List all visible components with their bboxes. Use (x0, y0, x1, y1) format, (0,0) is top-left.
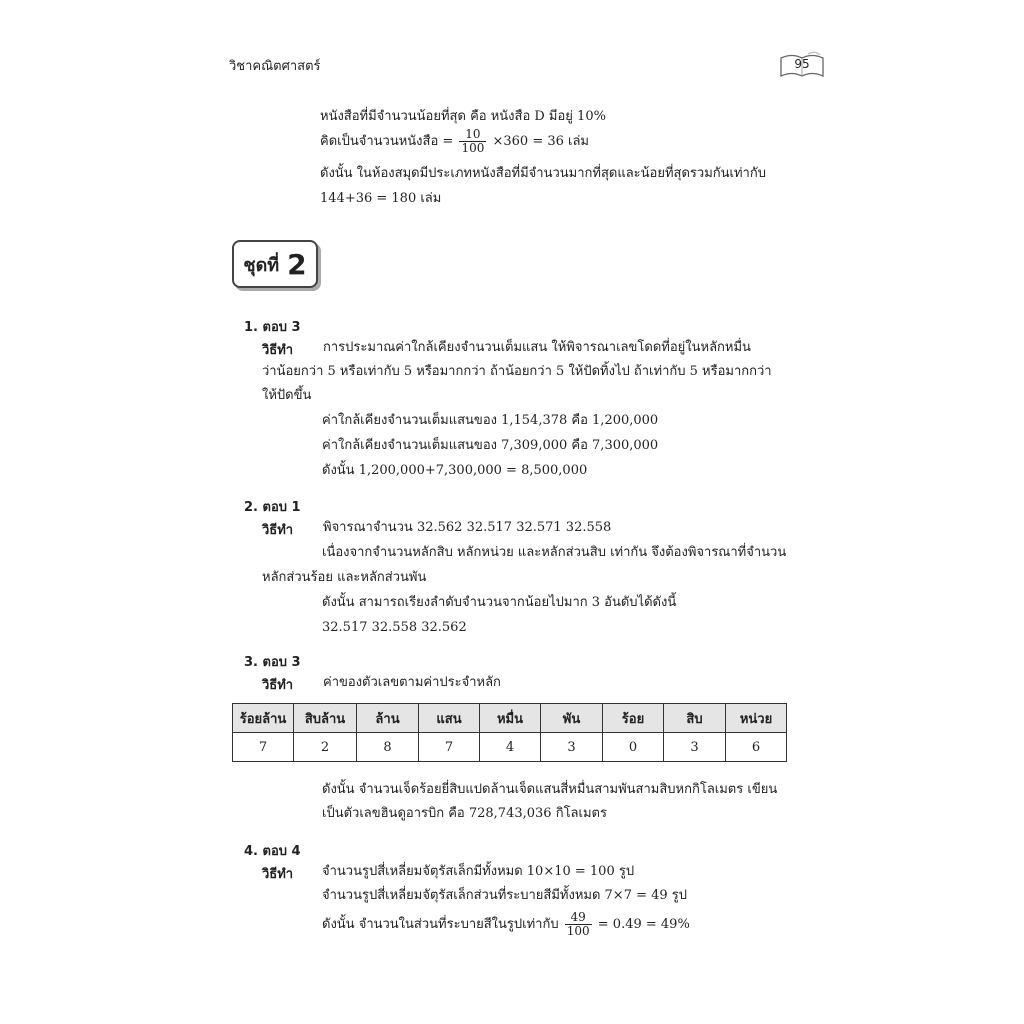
place-value-table (232, 703, 787, 762)
q1-method-label: วิธีทำ (262, 343, 294, 358)
q1-answer: 1. ตอบ 3 (244, 320, 301, 335)
prev-line-2 (320, 128, 589, 156)
q2-text-5: 32.517 32.558 32.562 (322, 620, 467, 635)
table-cell: 7 (233, 733, 294, 762)
header-subject: วิชาคณิตศาสตร์ (229, 59, 321, 74)
set-number: 2 (287, 247, 307, 281)
table-header-cell: ร้อย (603, 704, 664, 733)
q2-text-2: เนื่องจากจำนวนหลักสิบ หลักหน่วย และหลักส่วนสิบ เท่ากัน จึงต้องพิจารณาที่จำนวน (322, 545, 787, 560)
q3-text-2: ดังนั้น จำนวนเจ็ดร้อยยี่สิบแปดล้านเจ็ดแสนสี่หมื่นสามพันสามสิบหกกิโลเมตร เขียน (322, 782, 778, 797)
q4-text-3 (322, 910, 690, 940)
fraction-denominator: 100 (461, 141, 485, 155)
table-cell: 3 (541, 733, 603, 762)
table-header-cell: หน่วย (726, 704, 787, 733)
q2-answer: 2. ตอบ 1 (244, 500, 301, 515)
q2-text-1: พิจารณาจำนวน 32.562 32.517 32.571 32.558 (323, 520, 612, 535)
q4-text-2: จำนวนรูปสี่เหลี่ยมจัตุรัสเล็กส่วนที่ระบายสีมีทั้งหมด 7×7 = 49 รูป (322, 888, 688, 903)
table-header-cell: ล้าน (357, 704, 419, 733)
set-heading (232, 240, 318, 288)
fraction (459, 128, 486, 155)
table-header-cell: สิบล้าน (294, 704, 357, 733)
q3-text-1: ค่าของตัวเลขตามค่าประจำหลัก (323, 675, 501, 690)
set-label: ชุดที่ (243, 254, 280, 276)
q4-method-label: วิธีทำ (262, 867, 294, 882)
table-header-cell: สิบ (664, 704, 726, 733)
fraction-denominator: 100 (566, 924, 590, 938)
q2-text-4: ดังนั้น สามารถเรียงลำดับจำนวนจากน้อยไปมาก 3 อันดับได้ดังนี้ (322, 595, 677, 610)
q1-text-1: การประมาณค่าใกล้เคียงจำนวนเต็มแสน ให้พิจารณาเลขโดดที่อยู่ในหลักหมื่น (323, 340, 751, 355)
q1-calc-1: ค่าใกล้เคียงจำนวนเต็มแสนของ 1,154,378 คือ 1,200,000 (322, 413, 659, 428)
table-cell: 4 (480, 733, 541, 762)
table-row (233, 733, 787, 762)
table-cell: 2 (294, 733, 357, 762)
table-cell: 7 (419, 733, 480, 762)
q4-answer: 4. ตอบ 4 (244, 844, 301, 859)
q2-text-3: หลักส่วนร้อย และหลักส่วนพัน (262, 570, 427, 585)
q1-text-2: ว่าน้อยกว่า 5 หรือเท่ากับ 5 หรือมากกว่า ถ้าน้อยกว่า 5 ให้ปัดทิ้งไป ถ้าเท่ากับ 5 หรือมากกว่า (262, 364, 772, 379)
prev-line-2-suffix: ×360 = 36 เล่ม (492, 134, 590, 149)
fraction-numerator: 49 (565, 911, 592, 925)
prev-line-4: 144+36 = 180 เล่ม (320, 191, 442, 206)
prev-line-1: หนังสือที่มีจำนวนน้อยที่สุด คือ หนังสือ D มีอยู่ 10% (320, 109, 606, 124)
table-header-row (233, 704, 787, 733)
q4-text-3-prefix: ดังนั้น จำนวนในส่วนที่ระบายสีในรูปเท่ากับ (322, 917, 559, 932)
table-cell: 8 (357, 733, 419, 762)
table-cell: 0 (603, 733, 664, 762)
q3-method-label: วิธีทำ (262, 678, 294, 693)
q1-text-3: ให้ปัดขึ้น (262, 388, 312, 403)
table-header-cell: แสน (419, 704, 480, 733)
q2-method-label: วิธีทำ (262, 523, 294, 538)
q3-answer: 3. ตอบ 3 (244, 655, 301, 670)
page-number-badge (778, 50, 826, 80)
q1-calc-3: ดังนั้น 1,200,000+7,300,000 = 8,500,000 (322, 463, 588, 478)
table-cell: 6 (726, 733, 787, 762)
table-cell: 3 (664, 733, 726, 762)
q1-calc-2: ค่าใกล้เคียงจำนวนเต็มแสนของ 7,309,000 คือ 7,300,000 (322, 438, 659, 453)
q4-text-3-suffix: = 0.49 = 49% (597, 917, 690, 932)
prev-line-3: ดังนั้น ในห้องสมุดมีประเภทหนังสือที่มีจำนวนมากที่สุดและน้อยที่สุดรวมกันเท่ากับ (320, 166, 766, 181)
fraction-numerator: 10 (459, 128, 486, 142)
q3-text-3: เป็นตัวเลขฮินดูอารบิก คือ 728,743,036 กิโลเมตร (322, 806, 607, 821)
table-header-cell: พัน (541, 704, 603, 733)
q4-text-1: จำนวนรูปสี่เหลี่ยมจัตุรัสเล็กมีทั้งหมด 10×10 = 100 รูป (322, 864, 635, 879)
prev-line-2-prefix: คิดเป็นจำนวนหนังสือ = (320, 134, 454, 149)
page-number: 95 (794, 57, 810, 71)
fraction (565, 911, 592, 938)
table-header-cell: หมื่น (480, 704, 541, 733)
table-header-cell: ร้อยล้าน (233, 704, 294, 733)
